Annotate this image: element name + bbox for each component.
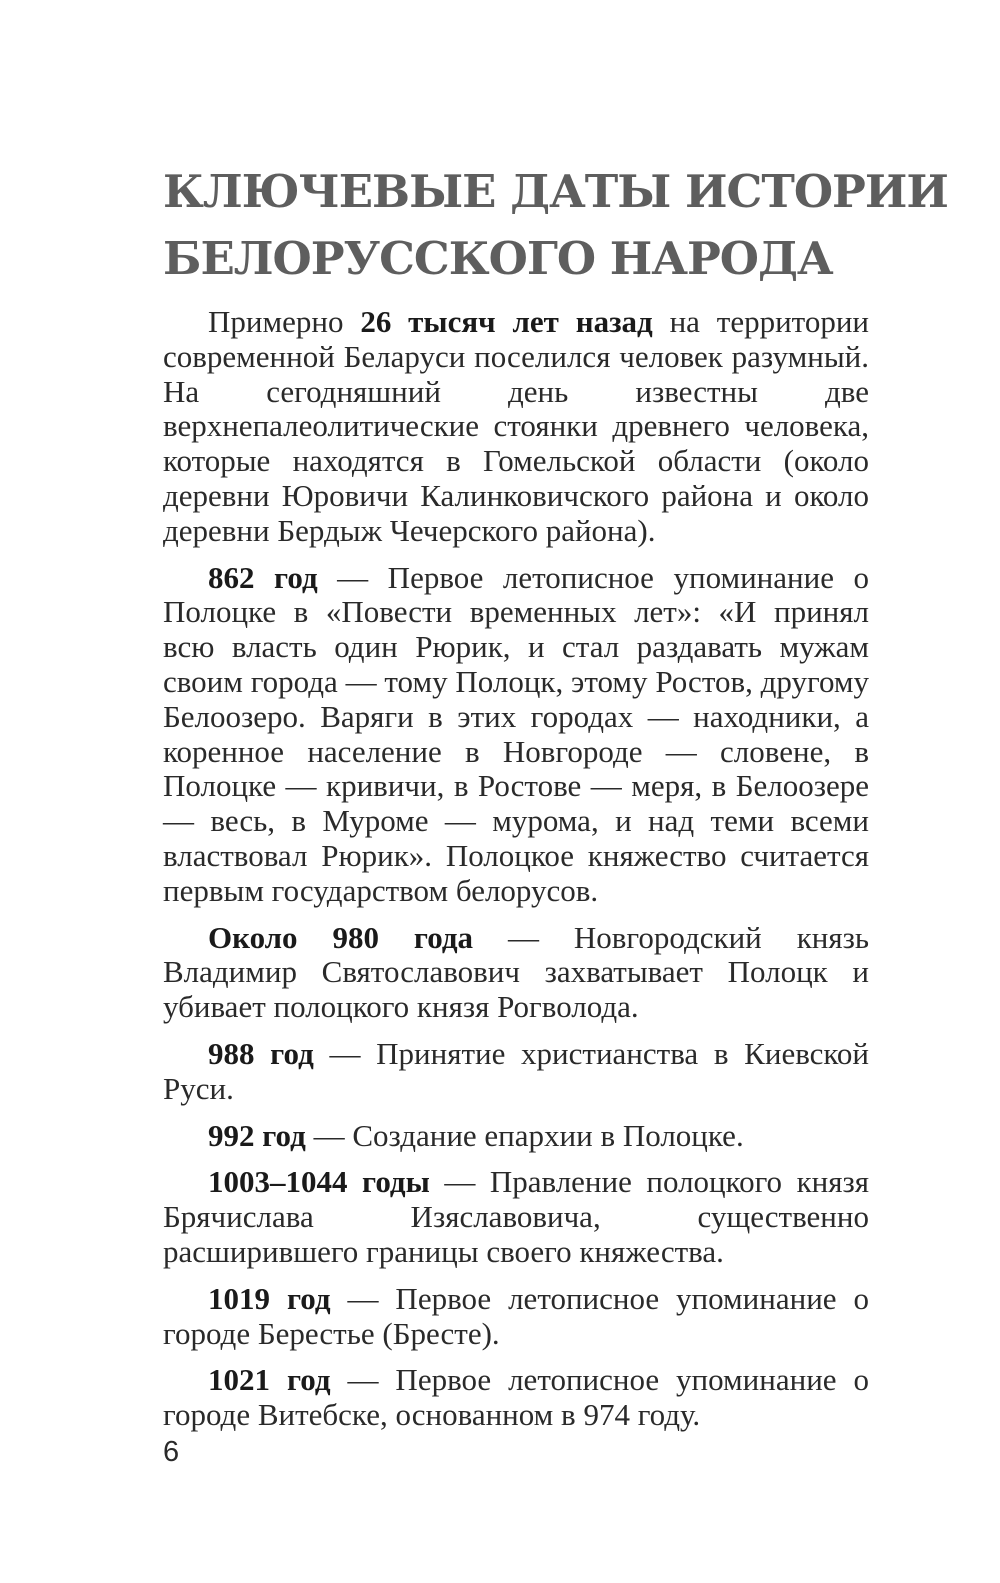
entry-1003-1044 xyxy=(163,1165,869,1269)
entry-paleolithic: Примерно 26 тысяч лет назад на территории современной Беларуси поселился человек разумный. На сегодняшний день известны две верхнепалеолитические стоянки древнего человека, которые находятся в Гомельской области (около деревни Юровичи Калинковичского района и около деревни Бердыж Чечерского района). xyxy=(163,304,869,548)
entry-date: 1003–1044 годы xyxy=(208,1164,430,1200)
chapter-title xyxy=(163,158,948,292)
entry-date: 988 год xyxy=(208,1035,314,1071)
entry-text: — Правление полоцкого князя Брячислава Изяславовича, существенно расширившего границы своего княжества. xyxy=(163,1164,869,1269)
entry-988 xyxy=(163,1037,869,1107)
chapter-title-line-1: КЛЮЧЕВЫЕ ДАТЫ ИСТОРИИ xyxy=(163,165,948,218)
entry-text: — Создание епархии в Полоцке. xyxy=(305,1117,744,1153)
chapter-title-line-2: БЕЛОРУССКОГО НАРОДА xyxy=(163,232,833,285)
entry-text: — Новгородский князь Владимир Святославович захватывает Полоцк и убивает полоцкого князя Рогволода. xyxy=(163,919,869,1025)
entry-992 xyxy=(163,1119,869,1154)
entry-text: — Первое летописное упоминание о городе Витебске, основанном в 974 году. xyxy=(163,1362,869,1433)
entry-text: на территории современной Беларуси поселился человек разумный. На сегодняшний день известны две верхнепалеолитические стоянки древнего человека, которые находятся в Гомельской области (около деревни Юровичи Калинковичского района и около деревни Бердыж Чечерского района). xyxy=(163,304,869,548)
entry-text: — Первое летописное упоминание о Полоцке в «Повести временных лет»: «И принял всю власть один Рюрик, и стал раздавать мужам своим города — тому Полоцк, этому Ростов, другому Белоозеро. Варяги в этих городах — находники, а коренное население в Новгороде — словене, в Полоцке — кривичи, в Ростове — меря, в Белоозере — весь, в Муроме — мурома, и над теми всеми властвовал Рюрик». Полоцкое княжество считается первым государством белорусов. xyxy=(163,559,869,908)
entry-date: 26 тысяч лет назад xyxy=(360,304,653,339)
entry-date: 992 год xyxy=(208,1117,306,1153)
entry-date: 1021 год xyxy=(208,1362,331,1398)
entry-date: 1019 год xyxy=(208,1280,331,1316)
entry-date: Около 980 года xyxy=(208,919,474,955)
entry-1019 xyxy=(163,1282,869,1352)
chapter-body xyxy=(163,305,869,1445)
entry-date: 862 год xyxy=(208,559,318,595)
entry-862 xyxy=(163,561,869,909)
entry-1021 xyxy=(163,1363,869,1433)
entry-text: — Принятие христианства в Киевской Руси. xyxy=(163,1035,869,1106)
page-number: 6 xyxy=(163,1436,180,1468)
entry-980 xyxy=(163,921,869,1025)
entry-text: — Первое летописное упоминание о городе Берестье (Бресте). xyxy=(163,1280,869,1351)
